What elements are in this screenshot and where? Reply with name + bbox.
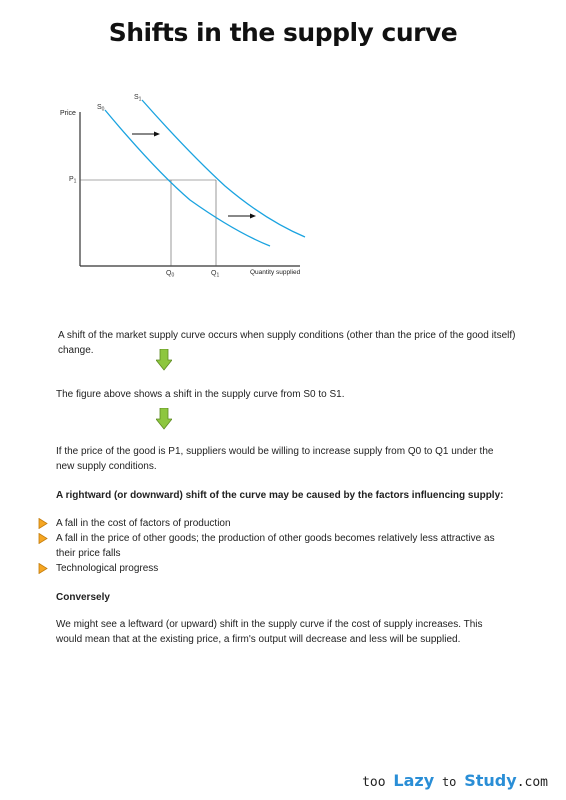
supply-curve-s0 — [105, 110, 270, 246]
s0-label: $S_0$ — [97, 104, 105, 113]
brand-logo[interactable] — [362, 771, 548, 790]
shift-arrow-lower — [228, 214, 256, 219]
brand-lazy: Lazy — [393, 771, 435, 790]
factors-list — [38, 516, 508, 576]
price-paragraph: If the price of the good is P1, suppliers would be willing to increase supply from Q0 to Q1 under the new supply conditions. — [56, 446, 494, 472]
list-item-text: Technological progress — [56, 563, 159, 574]
supply-curve-s1 — [142, 100, 305, 237]
down-arrow-icon — [156, 408, 172, 430]
brand-study: Study — [464, 771, 517, 790]
bullet-arrow-icon — [38, 563, 48, 574]
bullet-arrow-icon — [38, 518, 48, 529]
brand-to: to — [441, 775, 457, 789]
list-item — [38, 561, 508, 576]
list-item-text: A fall in the price of other goods; the production of other goods becomes relatively less attractive as their price falls — [56, 533, 495, 559]
list-item — [38, 516, 508, 531]
s1-label: $S_1$ — [134, 94, 142, 103]
price-axis-label: Price — [60, 110, 76, 117]
shift-arrow-upper — [132, 132, 160, 137]
intro-paragraph: A shift of the market supply curve occurs when supply conditions (other than the price of the good itself) change. — [58, 330, 516, 356]
q0-label: $Q_0$ — [166, 270, 175, 279]
figure-paragraph: The figure above shows a shift in the supply curve from S0 to S1. — [56, 389, 345, 400]
list-item-text: A fall in the cost of factors of production — [56, 518, 231, 529]
quantity-axis-label: Quantity supplied — [250, 269, 301, 276]
down-arrow-icon — [156, 349, 172, 371]
leftward-shift-paragraph: We might see a leftward (or upward) shift in the supply curve if the cost of supply increases. This would mean that at the existing price, a firm's output will decrease and less will be supplied. — [56, 619, 483, 645]
page-title: Shifts in the supply curve — [108, 18, 458, 47]
list-item — [38, 531, 508, 561]
supply-shift-diagram — [50, 82, 320, 287]
p1-label: $P_1$ — [69, 176, 77, 185]
bullet-arrow-icon — [38, 533, 48, 544]
conversely-heading: Conversely — [56, 592, 110, 603]
brand-too: too — [362, 775, 386, 790]
q1-label: $Q_1$ — [211, 270, 220, 279]
brand-com: .com — [516, 775, 548, 790]
rightward-shift-heading: A rightward (or downward) shift of the curve may be caused by the factors influencing supply: — [56, 490, 504, 501]
